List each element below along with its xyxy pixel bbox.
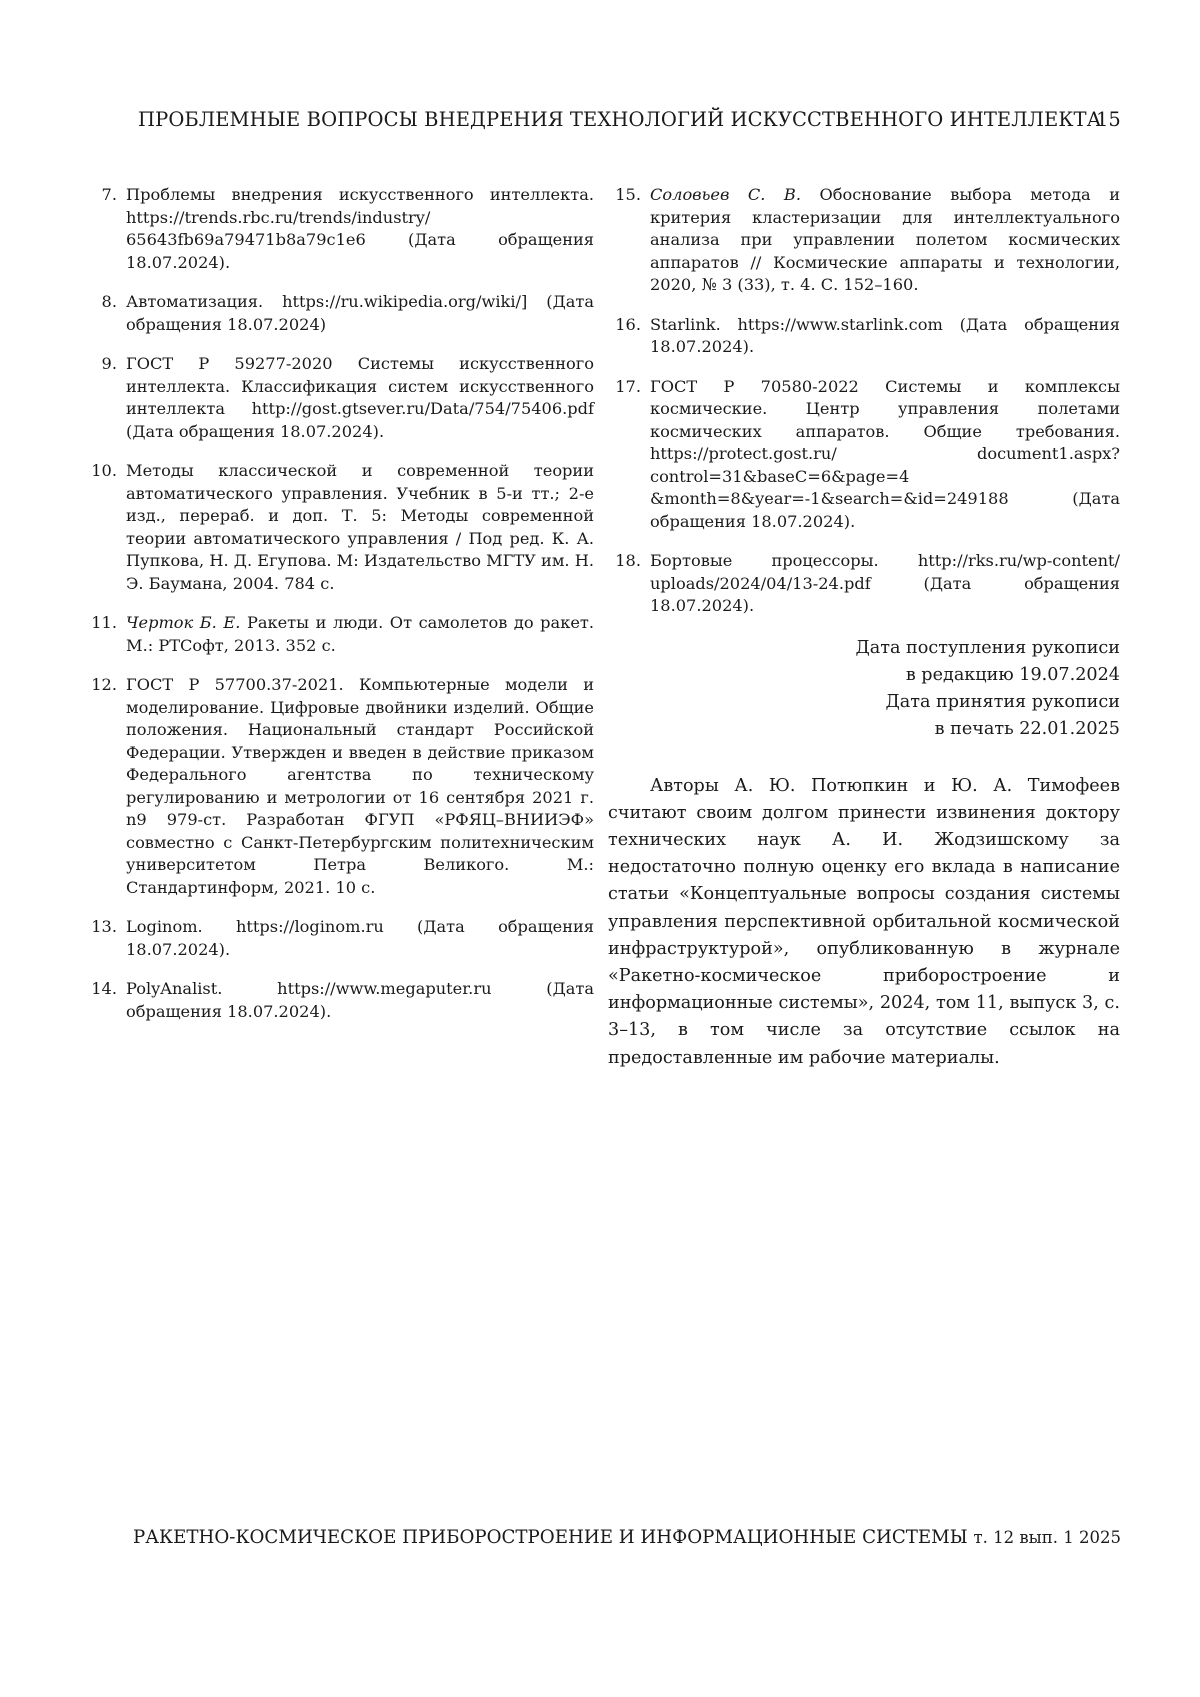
reference-item xyxy=(84,916,594,961)
reference-item xyxy=(84,184,594,274)
journal-footer xyxy=(111,1527,1121,1548)
reference-text xyxy=(650,376,1120,534)
reference-item xyxy=(84,612,594,657)
reference-text xyxy=(126,674,594,899)
reference-item xyxy=(608,314,1120,359)
reference-body: Методы классической и современной теории автоматического управления. Учебник в 5-и тт.; 2-е изд., перераб. и доп. Т. 5: Методы современной теории автоматического управления / Под ред. К. А. Пупкова, Н. Д. Егупова. М: Издательство МГТУ им. Н. Э. Баумана, 2004. 784 с. xyxy=(126,461,594,593)
reference-body: ГОСТ Р 57700.37-2021. Компьютерные модели и моделирование. Цифровые двойники изделий. Общие положения. Национальный стандарт Российской Федерации. Утвержден и введен в действие приказом Федерального агентства по техническому регулированию и метрологии от 16 сентября 2021 г. n9 979-ст. Разработан ФГУП «РФЯЦ–ВНИИЭФ» совместно с Санкт-Петербургским политехническим университетом Петра Великого. М.: Стандартинформ, 2021. 10 с. xyxy=(126,675,594,897)
page-number: 15 xyxy=(1096,108,1121,131)
reference-body: ГОСТ Р 70580-2022 Системы и комплексы космические. Центр управления полетами космических аппаратов. Общие требования. https://protect.gost.ru/ document1.aspx?control=31&baseC=6&page=4 &month=8&year=-1&search=&id=249188 (Дата обращения 18.07.2024). xyxy=(650,376,1120,531)
reference-body: Проблемы внедрения искусственного интеллекта. https://trends.rbc.ru/trends/industry/ 65643fb69a79471b8a79c1e6 (Дата обращения 18.07.2024). xyxy=(126,185,594,272)
reference-number: 8. xyxy=(101,292,117,311)
journal-title: РАКЕТНО-КОСМИЧЕСКОЕ ПРИБОРОСТРОЕНИЕ И ИНФОРМАЦИОННЫЕ СИСТЕМЫ xyxy=(133,1527,968,1548)
reference-number: 13. xyxy=(91,917,117,936)
reference-text xyxy=(126,460,594,595)
reference-text xyxy=(126,916,594,961)
reference-item xyxy=(84,674,594,899)
reference-number: 12. xyxy=(91,675,117,694)
accepted-label: Дата принятия рукописи xyxy=(885,691,1120,712)
reference-text xyxy=(650,184,1120,297)
reference-body: Ракеты и люди. От самолетов до ракет. М.: РТСофт, 2013. 352 с. xyxy=(126,613,594,655)
references-right-column xyxy=(608,184,1120,1072)
reference-number: 10. xyxy=(91,461,117,480)
reference-item xyxy=(608,376,1120,534)
reference-number: 14. xyxy=(91,979,117,998)
reference-author: Соловьев С. В. xyxy=(650,185,801,204)
references-left-column xyxy=(84,184,594,1040)
manuscript-dates xyxy=(608,635,1120,743)
reference-body: Loginom. https://loginom.ru (Дата обращения 18.07.2024). xyxy=(126,917,594,959)
reference-number: 7. xyxy=(101,185,117,204)
accepted-date: в печать 22.01.2025 xyxy=(934,718,1120,739)
reference-item xyxy=(84,291,594,336)
reference-text xyxy=(650,550,1120,618)
reference-body: Обоснование выбора метода и критерия кластеризации для интеллектуального анализа при управлении полетом космических аппаратов // Космические аппараты и технологии, 2020, № 3 (33), т. 4. С. 152–160. xyxy=(650,185,1120,294)
reference-number: 16. xyxy=(615,314,641,334)
reference-number: 15. xyxy=(615,185,641,204)
reference-number: 9. xyxy=(101,354,117,373)
reference-text xyxy=(650,314,1120,359)
received-label: Дата поступления рукописи xyxy=(855,637,1120,658)
reference-text xyxy=(126,612,594,657)
reference-body: ГОСТ Р 59277-2020 Системы искусственного интеллекта. Классификация систем искусственного интеллекта http://gost.gtsever.ru/Data/754/75406.pdf (Дата обращения 18.07.2024). xyxy=(126,354,594,441)
reference-item xyxy=(608,184,1120,297)
reference-item xyxy=(84,460,594,595)
reference-body: Автоматизация. https://ru.wikipedia.org/wiki/] (Дата обращения 18.07.2024) xyxy=(126,292,594,334)
reference-item xyxy=(84,978,594,1023)
reference-author: Черток Б. Е. xyxy=(126,613,241,632)
reference-body: PolyAnalist. https://www.megaputer.ru (Дата обращения 18.07.2024). xyxy=(126,979,594,1021)
reference-item xyxy=(608,550,1120,618)
reference-text xyxy=(126,978,594,1023)
running-head: ПРОБЛЕМНЫЕ ВОПРОСЫ ВНЕДРЕНИЯ ТЕХНОЛОГИЙ ИСКУССТВЕННОГО ИНТЕЛЛЕКТА xyxy=(138,108,1102,131)
reference-body: Starlink. https://www.starlink.com (Дата обращения 18.07.2024). xyxy=(650,314,1120,356)
reference-text xyxy=(126,353,594,443)
issue-info: т. 12 вып. 1 2025 xyxy=(973,1528,1121,1547)
authors-note: Авторы А. Ю. Потюпкин и Ю. А. Тимофеев считают своим долгом принести извинения доктору технических наук А. И. Жодзишскому за недостаточно полную оценку его вклада в написание статьи «Концептуальные вопросы создания системы управления перспективной орбитальной космической инфраструктурой», опубликованную в журнале «Ракетно-космическое приборостроение и информационные системы», 2024, том 11, выпуск 3, с. 3–13, в том числе за отсутствие ссылок на предоставленные им рабочие материалы. xyxy=(608,775,1120,1068)
reference-text xyxy=(126,184,594,274)
reference-text xyxy=(126,291,594,336)
reference-number: 18. xyxy=(615,551,641,570)
received-date: в редакцию 19.07.2024 xyxy=(905,664,1120,685)
reference-number: 17. xyxy=(615,376,641,396)
reference-item xyxy=(84,353,594,443)
reference-body: Бортовые процессоры. http://rks.ru/wp-content/ uploads/2024/04/13-24.pdf (Дата обращения 18.07.2024). xyxy=(650,551,1120,615)
reference-number: 11. xyxy=(91,613,117,632)
